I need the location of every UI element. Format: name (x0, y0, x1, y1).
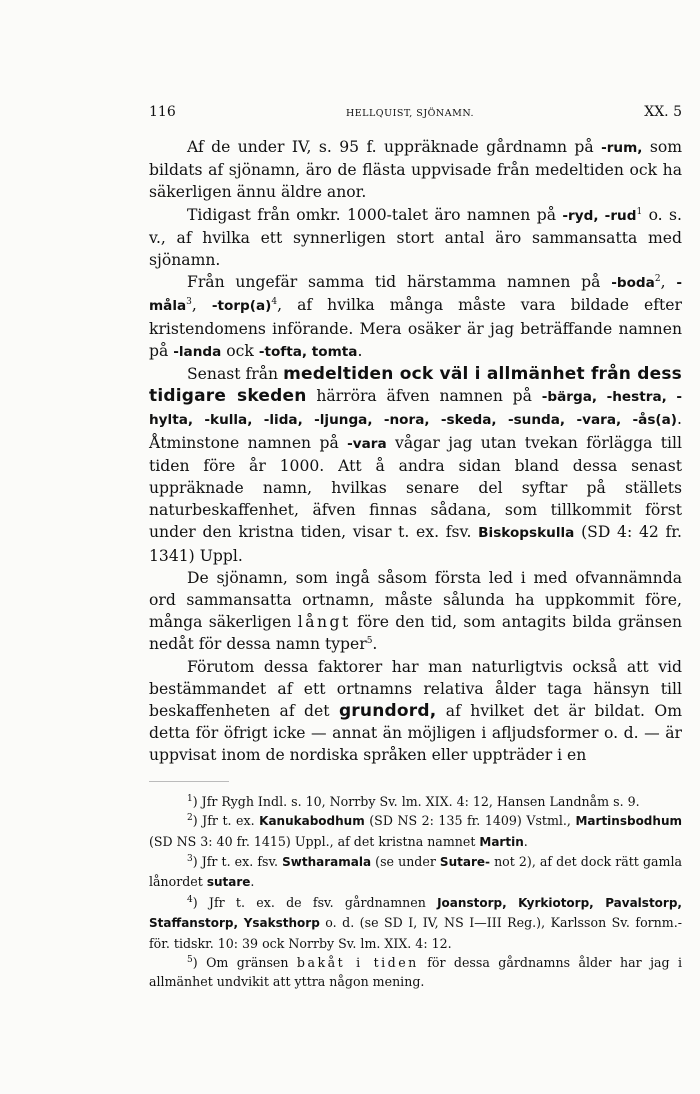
footnote-ref[interactable]: 4 (271, 297, 278, 308)
running-title: HELLQUIST, SJÖNAMN. (345, 108, 475, 119)
footnote: $^1$) Jfr Rygh Indl. s. 10, Norrby Sv. lm. XIX. 4: 12, Hansen Landnåm s. 9. (187, 793, 640, 809)
footnote: $^5$) Om gränsen bakåt i tiden för dessa gårdnamns ålder har jag i allmänhet undvikit att yttra någon mening. (149, 954, 682, 990)
footnote: $^4$) Jfr t. ex. de fsv. gårdnamnen Joanstorp, Kyrkiotorp, Pavalstorp, Staffanstorp, Ysaksthorp o. d. (se SD I, IV, NS I—III Reg.), Karlsson Sv. fornm.-för. tidskr. 10: 39 ock Norrby Sv. lm. XIX. 4: 12. (149, 894, 682, 951)
page (149, 104, 682, 992)
paragraph: Af de under IV, s. 95 f. uppräknade gårdnamn på -rum, som bildats af sjönamn, äro de flästa uppvisade från medeltiden ock ha säkerligen ännu äldre anor. (149, 138, 682, 202)
footnote: $^3$) Jfr t. ex. fsv. Swtharamala (se under Sutare- not 2), af det dock rätt gamla lånordet sutare. (149, 853, 682, 890)
footnote-ref[interactable]: 3 (186, 297, 192, 308)
paragraph: Förutom dessa faktorer har man naturligtvis också att vid bestämmandet af ett ortnamns relativa ålder taga hänsyn till beskaffenheten af det grundord, af hvilket det är bildat. Om detta för öfrigt icke — annat än möjligen i afljudsformer o. d. — är uppvisat inom de nordiska språken eller uppträder i en (149, 657, 682, 765)
footnote: $^2$) Jfr t. ex. Kanukabodhum (SD NS 2: 135 fr. 1409) Vstml., Martinsbodhum (SD NS 3: 40 fr. 1415) Uppl., af det kristna namnet Martin. (149, 812, 682, 849)
body-text (149, 136, 682, 767)
running-header (149, 104, 682, 120)
page-number: 116 (149, 104, 176, 120)
paragraph: De sjönamn, som ingå såsom första led i med ofvannämnda ord sammansatta ortnamn, måste sålunda ha uppkommit före, många säkerligen långt före den tid, som antagits bilda gränsen nedåt för dessa namn typer$^5$. (149, 568, 683, 654)
footnote-ref[interactable]: 5 (366, 636, 373, 647)
footnote-divider (149, 781, 229, 782)
footnote-ref[interactable]: 2 (654, 274, 661, 285)
paragraph: Senast från medeltiden ock väl i allmänhet från dess tidigare skeden härröra äfven namnen på -bärga, -hestra, -hylta, -kulla, -lida, -ljunga, -nora, -skeda, -sunda, -vara, -ås(a). Åtminstone namnen på -vara vågar jag utan tvekan förlägga till tiden före år 1000. Att å andra sidan bland dessa senast uppräknade namn, hvilkas senare del syftar på ställets naturbeskaffenhet, äfven finnas sådana, som tillkommit först under den kristna tiden, visar t. ex. fsv. Biskopskulla (SD 4: 42 fr. 1341) Uppl. (149, 364, 682, 565)
section-number: XX. 5 (644, 104, 682, 120)
paragraph: Från ungefär samma tid härstamma namnen på -boda$^2$, -måla$^3$, $-torp(a)^4$, af hvilka många måste vara bildade efter kristendomens införande. Mera osäker är jag beträffande namnen på -landa ock -tofta, tomta. (149, 273, 682, 360)
paragraph: Tidigast från omkr. 1000-talet äro namnen på -ryd, -rud$^1$ o. s. v., af hvilka ett synnerligen stort antal äro sammansatta med sjönamn. (149, 205, 682, 270)
footnote-ref[interactable]: 1 (636, 206, 643, 217)
footnotes (149, 792, 682, 992)
